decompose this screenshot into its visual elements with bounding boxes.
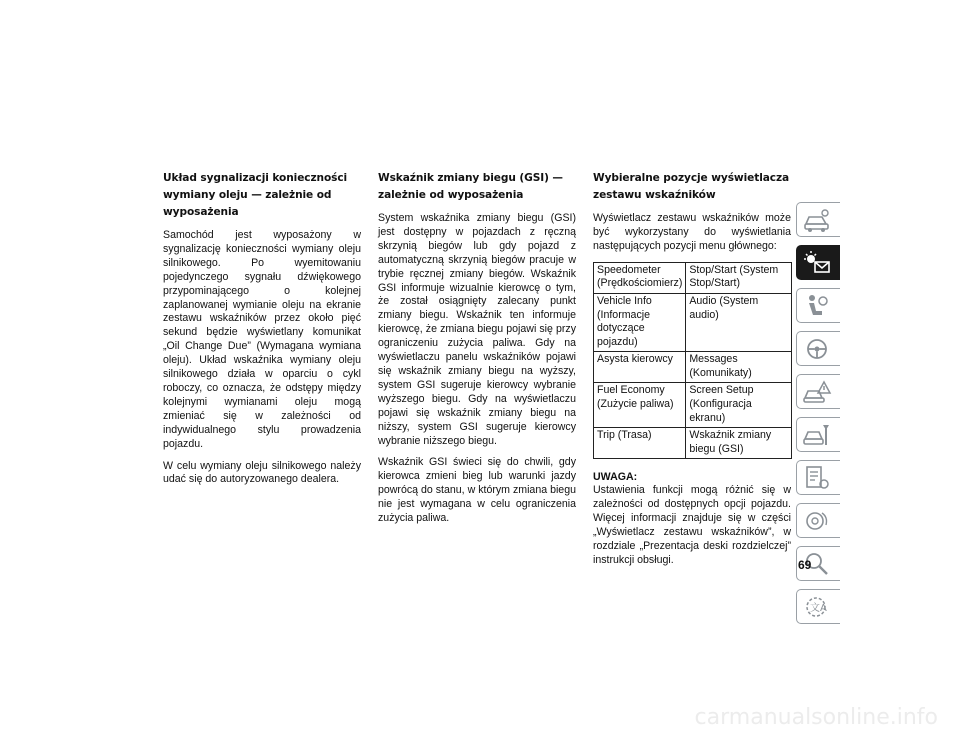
tab-warning-car[interactable] <box>796 374 840 409</box>
note-text: Ustawienia funkcji mogą różnić się w zależności od dostępnych opcji pojazdu. Więcej informacji znajduje się w części „Wyświetlacz zestawu wskaźników”, w rozdziale „Prezentacja deski rozdzielczej” instrukcji obsługi. <box>593 484 791 566</box>
section-heading: Układ sygnalizacji konieczności wymiany oleju — zależnie od wyposażenia <box>163 172 348 218</box>
car-info-icon <box>802 206 832 234</box>
table-cell: Wskaźnik zmiany biegu (GSI) <box>686 428 792 459</box>
tab-car-service[interactable] <box>796 417 840 452</box>
section-heading: Wybieralne pozycje wyświetlacza zestawu wskaźników <box>593 172 790 201</box>
dashboard-lights-icon <box>802 249 832 277</box>
table-cell: Vehicle Info (Informacje dotyczące pojazdu) <box>594 293 686 351</box>
tab-specifications[interactable] <box>796 460 840 495</box>
tab-dashboard-lights[interactable] <box>796 245 840 280</box>
tab-language[interactable] <box>796 589 840 624</box>
table-cell: Stop/Start (System Stop/Start) <box>686 262 792 293</box>
tab-airbag-seat[interactable] <box>796 288 840 323</box>
language-icon <box>802 593 832 621</box>
table-row <box>594 352 792 383</box>
watermark: carmanualsonline.info <box>694 705 938 730</box>
table-row <box>594 262 792 293</box>
table-row <box>594 428 792 459</box>
table-cell: Speedometer (Prędkościomierz) <box>594 262 686 293</box>
paragraph: Samochód jest wyposażony w sygnalizację konieczności wymiany oleju silnikowego. Po wyemitowaniu pojedynczego sygnału dźwiękowego przypominającego o kolejnej zaplanowanej wymianie oleju na ekranie zestawu wskaźników przez około pięć sekund będzie wyświetlany komunikat „Oil Change Due” (Wymagana wymiana oleju). Układ wskaźnika wymiany oleju silnikowego działa w oparciu o cykl roboczy, co oznacza, że odstępy między kolejnymi wymianami oleju mogą zmieniać się w zależności od indywidualnego stylu prowadzenia pojazdu. <box>163 229 361 450</box>
table-cell: Fuel Economy (Zużycie paliwa) <box>594 383 686 428</box>
paragraph: W celu wymiany oleju silnikowego należy udać się do autoryzowanego dealera. <box>163 459 361 486</box>
tab-car-info[interactable] <box>796 202 840 237</box>
paragraph: System wskaźnika zmiany biegu (GSI) jest dostępny w pojazdach z ręczną skrzynią biegów lub gdy pojazd z automatyczną skrzynią biegów pracuje w trybie ręcznej zmiany biegów. Wskaźnik GSI informuje wizualnie kierowcę o tym, że został osiągnięty zalecany punkt zmiany biegu. Wskaźnik ten informuje kierowcę, że zmiana biegu pojawi się przy ograniczeniu zużycia paliwa. Gdy na wyświetlaczu panelu wskaźników pojawi się wskaźnik zmiany biegu na wyższy, system GSI sugeruje kierowcy wybranie wyższego biegu. Gdy na wyświetlaczu pojawi się wskaźnik zmiany biegu na niższy, system GSI sugeruje kierowcy wybranie niższego biegu. <box>378 212 576 447</box>
svg-text:文A: 文A <box>810 603 827 614</box>
table-row <box>594 293 792 351</box>
paragraph: Wskaźnik GSI świeci się do chwili, gdy kierowca zmieni bieg lub warunki jazdy powrócą do stanu, w którym zmiana biegu nie jest wymagana w celu ograniczenia zużycia paliwa. <box>378 456 576 525</box>
car-service-icon <box>802 421 832 449</box>
column-gear-shift-indicator <box>378 170 576 534</box>
note-label: UWAGA: <box>593 471 638 484</box>
column-oil-change <box>163 170 361 495</box>
table-cell: Screen Setup (Konfiguracja ekranu) <box>686 383 792 428</box>
multimedia-icon <box>802 507 832 535</box>
section-heading: Wskaźnik zmiany biegu (GSI) — zależnie od wyposażenia <box>378 172 563 201</box>
warning-car-icon <box>802 378 832 406</box>
airbag-seat-icon <box>802 292 832 320</box>
table-cell: Audio (System audio) <box>686 293 792 351</box>
table-cell: Messages (Komunikaty) <box>686 352 792 383</box>
table-cell: Trip (Trasa) <box>594 428 686 459</box>
paragraph: Wyświetlacz zestawu wskaźników może być wykorzystany do wyświetlania następujących pozycji menu głównego: <box>593 212 791 252</box>
table-cell: Asysta kierowcy <box>594 352 686 383</box>
specifications-icon <box>802 464 832 492</box>
menu-items-table <box>593 262 792 460</box>
tab-multimedia[interactable] <box>796 503 840 538</box>
steering-wheel-icon <box>802 335 832 363</box>
tab-steering-wheel[interactable] <box>796 331 840 366</box>
column-display-items <box>593 170 791 576</box>
page-number: 69 <box>798 558 812 572</box>
table-row <box>594 383 792 428</box>
